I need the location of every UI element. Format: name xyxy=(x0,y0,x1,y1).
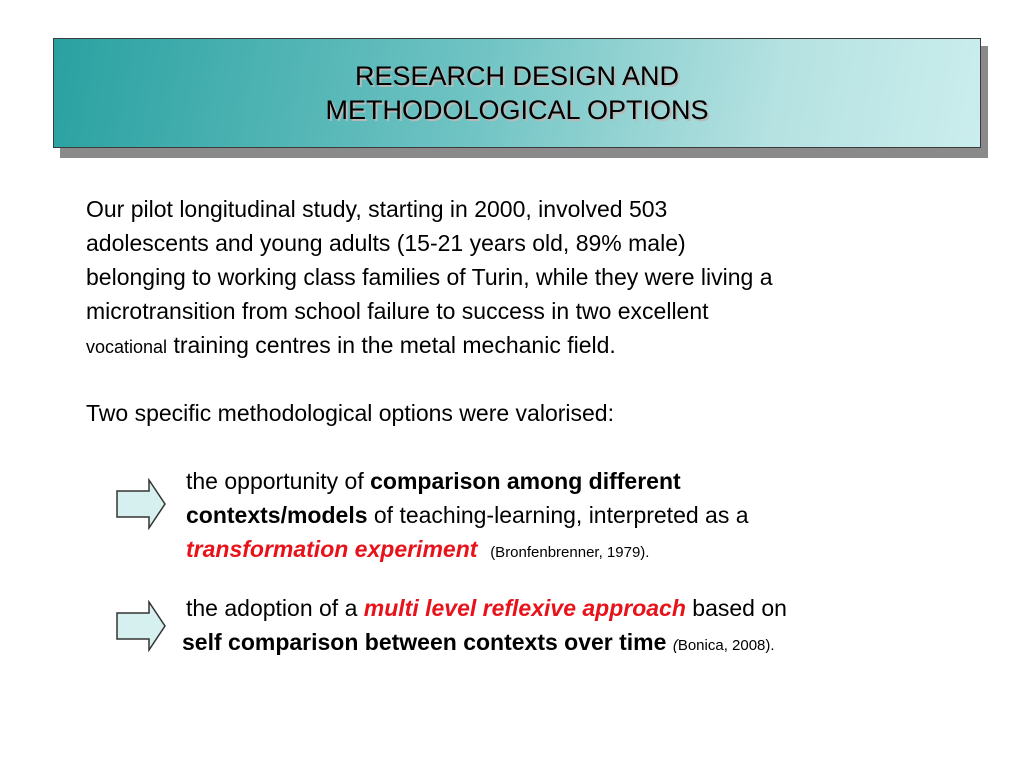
paragraph-small-word: vocational xyxy=(86,337,168,357)
paragraph-line: Our pilot longitudinal study, starting in 2000, involved 503 xyxy=(86,196,668,222)
option-highlight: multi level reflexive approach xyxy=(363,595,686,621)
option-2 xyxy=(182,591,976,663)
right-arrow-icon xyxy=(115,600,167,652)
option-highlight: transformation experiment xyxy=(186,536,478,562)
option-1-line-1 xyxy=(186,464,976,498)
option-1-line-3 xyxy=(186,532,976,570)
paragraph-line: adolescents and young adults (15-21 years old, 89% male) xyxy=(86,230,686,256)
options-intro: Two specific methodological options were valorised: xyxy=(86,400,614,426)
option-text: based on xyxy=(685,595,787,621)
citation-paren: ( xyxy=(672,637,678,654)
slide-title-line-1: RESEARCH DESIGN AND xyxy=(354,61,680,91)
right-arrow-icon xyxy=(115,478,167,530)
option-emphasis: self comparison between contexts over time xyxy=(182,629,667,655)
paragraph-line: microtransition from school failure to success in two excellent xyxy=(86,298,709,324)
study-paragraph xyxy=(86,192,966,364)
title-box xyxy=(53,38,981,148)
paragraph-line: belonging to working class families of Turin, while they were living a xyxy=(86,264,773,290)
paragraph-line xyxy=(86,328,966,364)
option-2-line-2 xyxy=(182,625,976,663)
option-1-line-2 xyxy=(186,498,976,532)
citation: Bonica, 2008). xyxy=(677,637,775,654)
option-emphasis: comparison among different xyxy=(370,468,681,494)
option-1 xyxy=(186,464,976,570)
paragraph-line-rest: training centres in the metal mechanic field. xyxy=(167,332,616,358)
option-text: the opportunity of xyxy=(186,468,371,494)
slide-title-line-2: METHODOLOGICAL OPTIONS xyxy=(325,95,709,125)
citation: (Bronfenbrenner, 1979). xyxy=(490,544,650,561)
option-text: of teaching-learning, interpreted as a xyxy=(367,502,749,528)
option-2-line-1 xyxy=(186,591,976,625)
option-emphasis: contexts/models xyxy=(186,502,368,528)
option-text: the adoption of a xyxy=(186,595,364,621)
